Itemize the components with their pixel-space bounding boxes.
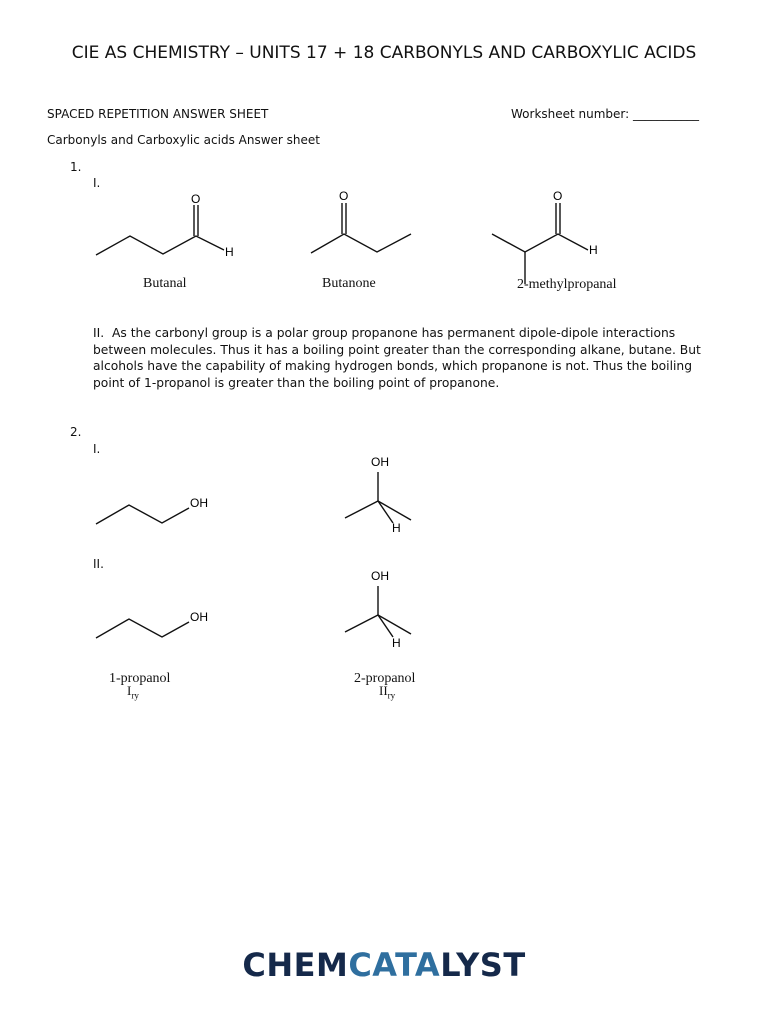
name-butanal: Butanal	[143, 276, 187, 291]
q2-part2-label: II.	[93, 557, 104, 571]
name-butanone: Butanone	[322, 276, 376, 291]
name-1-propanol: 1-propanol	[109, 671, 171, 686]
q1-number: 1.	[70, 160, 82, 174]
q1-part2-answer	[93, 325, 721, 391]
q1-part1-label: I.	[93, 176, 101, 190]
logo-part-b: CATA	[348, 946, 441, 984]
q2-structures	[0, 440, 768, 670]
class-secondary	[379, 683, 395, 701]
name-methylpropanal: 2-methylpropanal	[517, 277, 617, 292]
methylpropanal-hydrogen: H	[589, 243, 598, 257]
propanol1-structure-a	[96, 505, 189, 524]
q1-structures	[0, 0, 768, 300]
propanol2-hydroxyl-b: OH	[371, 569, 389, 583]
class-primary-sub: ry	[131, 690, 139, 701]
methylpropanal-oxygen: O	[553, 189, 563, 203]
sheet-label: SPACED REPETITION ANSWER SHEET	[47, 107, 269, 121]
chemcatalyst-logo	[0, 946, 768, 984]
propanol1-structure-b	[96, 619, 189, 638]
propanol2-structure-a	[345, 472, 411, 523]
q2-number: 2.	[70, 425, 82, 439]
butanal-structure	[96, 205, 224, 255]
class-secondary-sub: ry	[387, 690, 396, 701]
logo-part-a: CHEM	[242, 946, 349, 984]
name-2-propanol: 2-propanol	[354, 671, 416, 686]
propanol2-hydroxyl-a: OH	[371, 455, 389, 469]
q1-part2-text: As the carbonyl group is a polar group propanone has permanent dipole-dipole interactions between molecules. Thus it has a boiling point greater than the corresponding alkane, butane. But alcohols have the capability of making hydrogen bonds, which propanone is not. Thus the boiling point of 1-propanol is greater than the boiling point of propanone.	[93, 326, 701, 390]
q1-part2-label: II.	[93, 326, 105, 340]
butanone-oxygen: O	[339, 189, 349, 203]
page-title: CIE AS CHEMISTRY – UNITS 17 + 18 CARBONYLS AND CARBOXYLIC ACIDS	[71, 43, 697, 63]
butanal-hydrogen: H	[225, 245, 234, 259]
subtitle: Carbonyls and Carboxylic acids Answer sheet	[47, 133, 320, 147]
worksheet-number-label: Worksheet number: ___________	[511, 107, 700, 121]
class-primary-main: I	[127, 683, 132, 698]
propanol1-hydroxyl-a: OH	[190, 496, 208, 510]
butanone-structure	[311, 203, 411, 253]
logo-part-c: LYST	[440, 946, 526, 984]
propanol2-hydrogen-a: H	[392, 521, 401, 535]
propanol2-structure-b	[345, 586, 411, 637]
propanol1-hydroxyl-b: OH	[190, 610, 208, 624]
butanal-oxygen: O	[191, 192, 201, 206]
class-secondary-main: II	[379, 683, 388, 698]
q2-part1-label: I.	[93, 442, 101, 456]
class-primary	[127, 683, 139, 701]
methylpropanal-structure	[492, 203, 588, 284]
propanol2-hydrogen-b: H	[392, 636, 401, 650]
